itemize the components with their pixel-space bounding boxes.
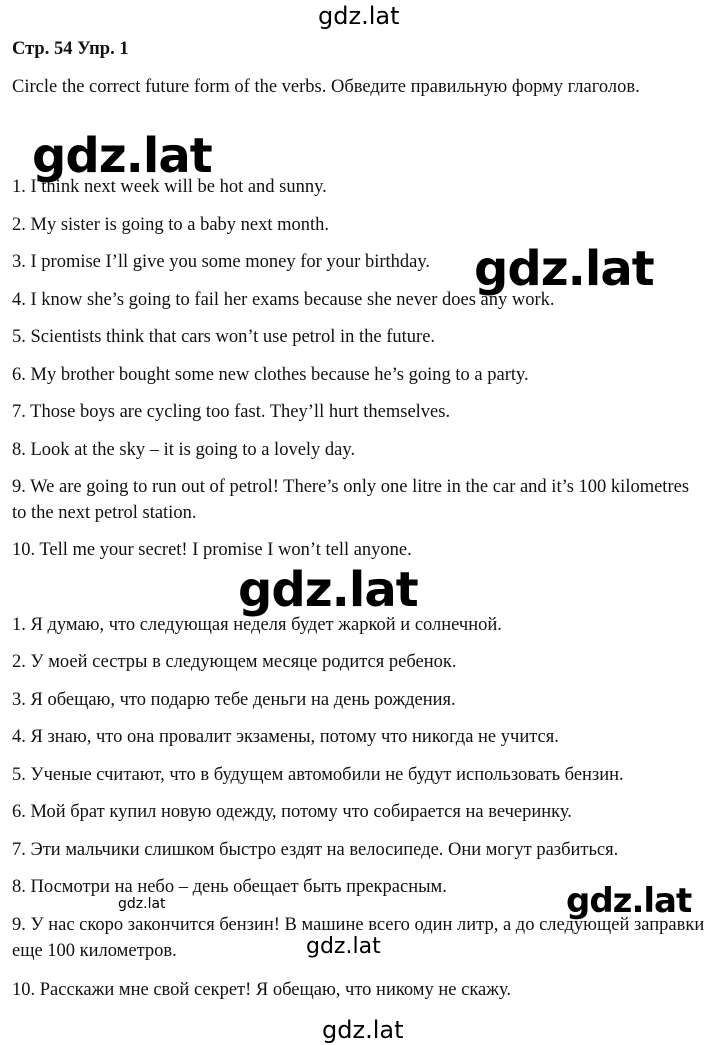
header-watermark: gdz.lat bbox=[318, 2, 400, 30]
page-title: Стр. 54 Упр. 1 bbox=[12, 39, 129, 59]
watermark: gdz.lat bbox=[238, 562, 418, 618]
english-sentence-5: 5. Scientists think that cars won’t use petrol in the future. bbox=[12, 327, 436, 347]
english-sentence-8: 8. Look at the sky – it is going to a lovely day. bbox=[12, 440, 356, 460]
russian-sentence-6: 6. Мой брат купил новую одежду, потому что собирается на вечеринку. bbox=[12, 802, 572, 822]
russian-sentence-5: 5. Ученые считают, что в будущем автомобили не будут использовать бензин. bbox=[12, 765, 624, 785]
russian-sentence-7: 7. Эти мальчики слишком быстро ездят на велосипеде. Они могут разбиться. bbox=[12, 840, 619, 860]
english-sentence-4: 4. I know she’s going to fail her exams because she never does any work. bbox=[12, 290, 555, 310]
english-sentence-6: 6. My brother bought some new clothes because he’s going to a party. bbox=[12, 365, 529, 385]
russian-sentence-10: 10. Расскажи мне свой секрет! Я обещаю, что никому не скажу. bbox=[12, 980, 512, 1000]
footer-watermark: gdz.lat bbox=[322, 1016, 404, 1044]
english-sentence-2: 2. My sister is going to a baby next month. bbox=[12, 215, 330, 235]
watermark: gdz.lat bbox=[32, 128, 212, 184]
english-sentence-3: 3. I promise I’ll give you some money for your birthday. bbox=[12, 252, 431, 272]
russian-sentence-3: 3. Я обещаю, что подарю тебе деньги на день рождения. bbox=[12, 690, 456, 710]
russian-sentence-2: 2. У моей сестры в следующем месяце родится ребенок. bbox=[12, 652, 457, 672]
watermark: gdz.lat bbox=[118, 896, 166, 912]
russian-sentence-8: 8. Посмотри на небо – день обещает быть прекрасным. bbox=[12, 877, 447, 897]
english-sentence-1: 1. I think next week will be hot and sunny. bbox=[12, 177, 327, 197]
russian-sentence-4: 4. Я знаю, что она провалит экзамены, потому что никогда не учится. bbox=[12, 727, 559, 747]
watermark: gdz.lat bbox=[306, 934, 381, 959]
english-sentence-10: 10. Tell me your secret! I promise I won’t tell anyone. bbox=[12, 540, 412, 560]
english-sentence-9: 9. We are going to run out of petrol! There’s only one litre in the car and it’s 100 kilometres to the next petrol station. bbox=[12, 477, 690, 523]
russian-sentence-1: 1. Я думаю, что следующая неделя будет жаркой и солнечной. bbox=[12, 615, 502, 635]
instruction-text: Circle the correct future form of the verbs. Обведите правильную форму глаголов. bbox=[12, 77, 640, 97]
watermark: gdz.lat bbox=[474, 241, 654, 297]
russian-sentence-9: 9. У нас скоро закончится бензин! В машине всего один литр, а до следующей заправки еще 100 километров. bbox=[12, 915, 705, 961]
watermark: gdz.lat bbox=[566, 881, 692, 921]
english-sentence-7: 7. Those boys are cycling too fast. They’ll hurt themselves. bbox=[12, 402, 451, 422]
